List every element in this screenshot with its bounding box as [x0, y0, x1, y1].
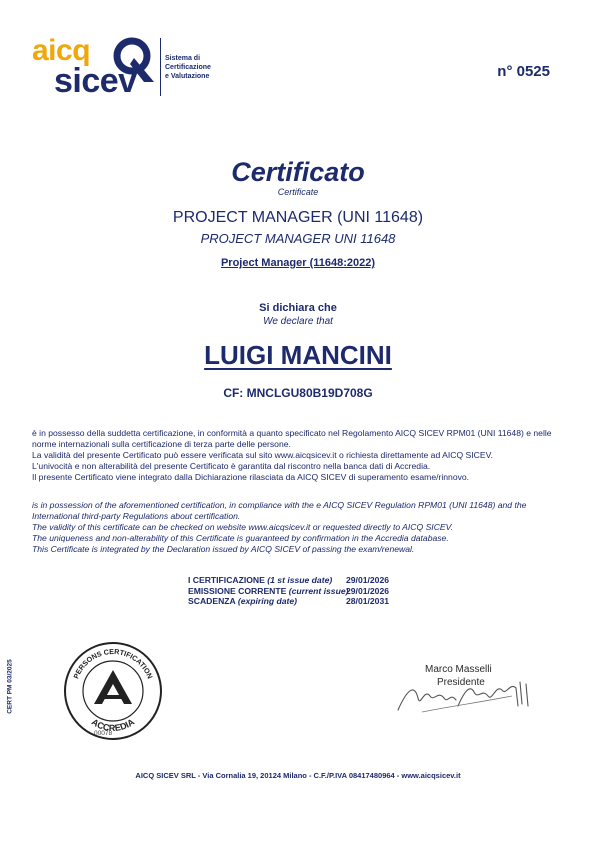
- holder-name: LUIGI MANCINI: [204, 340, 392, 370]
- certificate-number: n° 0525: [497, 63, 550, 80]
- statement-line: This Certificate is integrated by the Declaration issued by AICQ SICEV of passing the exam/renewal.: [32, 544, 415, 554]
- declaration: Si dichiara che: [259, 302, 337, 314]
- expiry-label-it: SCADENZA: [188, 596, 236, 606]
- signer-role: Presidente: [437, 677, 485, 688]
- statement-line: The uniqueness and non-alterability of this Certificate is guaranteed by confirmation in the Accredia database.: [32, 533, 449, 543]
- expiry-date: 28/01/2031: [346, 596, 390, 606]
- dates-block: [188, 575, 448, 607]
- first-issue-label-it: I CERTIFICAZIONE: [188, 575, 265, 585]
- statement-line: è in possesso della suddetta certificazione, in conformità a quanto specificato nel Regolamento AICQ SICEV RPM01 (UNI 11648) e nelle norme internazionali sulla certificazione di terza parte delle persone.: [32, 428, 552, 449]
- logo-brand-bottom: sicev: [54, 62, 137, 100]
- program-title-en: PROJECT MANAGER UNI 11648: [200, 231, 396, 246]
- italian-statement: [32, 428, 564, 483]
- side-document-code: CERT PM 03/2025: [6, 659, 14, 714]
- logo-q-icon: [110, 36, 162, 88]
- logo-tagline: [165, 54, 225, 81]
- current-issue-row: [188, 586, 448, 597]
- aicq-sicev-logo: [32, 36, 222, 102]
- logo-tagline-line: Sistema di: [165, 55, 201, 62]
- statement-line: La validità del presente Certificato può essere verificata sul sito www.aicqsicev.it o richiesta direttamente ad AICQ SICEV.: [32, 450, 493, 460]
- seal-top-textpath: PERSONS CERTIFICATION: [71, 646, 155, 681]
- first-issue-label-en: (1 st issue date): [267, 575, 333, 585]
- logo-divider: [160, 38, 161, 96]
- seal-bottom-textpath: ACCREDIA: [89, 716, 137, 734]
- signer-name: Marco Masselli: [425, 664, 492, 675]
- logo-brand-top: aicq: [32, 34, 91, 67]
- current-issue-label-en: (current issue): [288, 585, 349, 596]
- program-title: PROJECT MANAGER (UNI 11648): [172, 209, 424, 226]
- first-issue-label: [188, 575, 332, 586]
- handwritten-signature: [392, 662, 542, 722]
- footer-address: AICQ SICEV SRL - Via Cornalia 19, 20124 Milano - C.F./P.IVA 08417480964 - www.aicqsicev.it: [135, 771, 461, 780]
- seal-number: 00078: [94, 730, 113, 737]
- certification-scheme: Project Manager (11648:2022): [220, 257, 376, 269]
- declaration-en: We declare that: [263, 316, 333, 327]
- expiry-label-en: (expiring date): [237, 596, 298, 606]
- first-issue-row: [188, 575, 448, 586]
- tax-code: CF: MNCLGU80B19D708G: [223, 386, 373, 400]
- logo-tagline-line: Certificazione: [165, 64, 211, 71]
- current-issue-label-it: EMISSIONE CORRENTE: [188, 585, 287, 596]
- statement-line: The validity of this certificate can be checked on website www.aicqsicev.it or requested directly to AICQ SICEV.: [32, 522, 454, 532]
- statement-line: Il presente Certificato viene integrato dalla Dichiarazione rilasciata da AICQ SICEV di superamento esame/rinnovo.: [32, 472, 470, 482]
- logo-tagline-line: e Valutazione: [165, 73, 210, 80]
- current-issue-label: [188, 586, 348, 597]
- expiry-row: [188, 596, 448, 607]
- holder-name-wrap: [0, 340, 596, 371]
- statement-line: L'univocità e non alterabilità del presente Certificato è garantita dal riscontro nella banca dati di Accredia.: [32, 461, 431, 471]
- first-issue-date: 29/01/2026: [346, 575, 390, 585]
- accredia-seal: [62, 640, 164, 742]
- expiry-label: [188, 596, 297, 607]
- statement-line: is in possession of the aforementioned certification, in compliance with the e AICQ SICEV Regulation RPM01 (UNI 11648) and the International third-party Regulations about certification.: [32, 500, 527, 521]
- english-statement: [32, 500, 564, 555]
- certificate-title: Certificato: [231, 157, 365, 187]
- current-issue-date: 29/01/2026: [346, 585, 390, 596]
- certificate-title-en: Certificate: [277, 187, 319, 197]
